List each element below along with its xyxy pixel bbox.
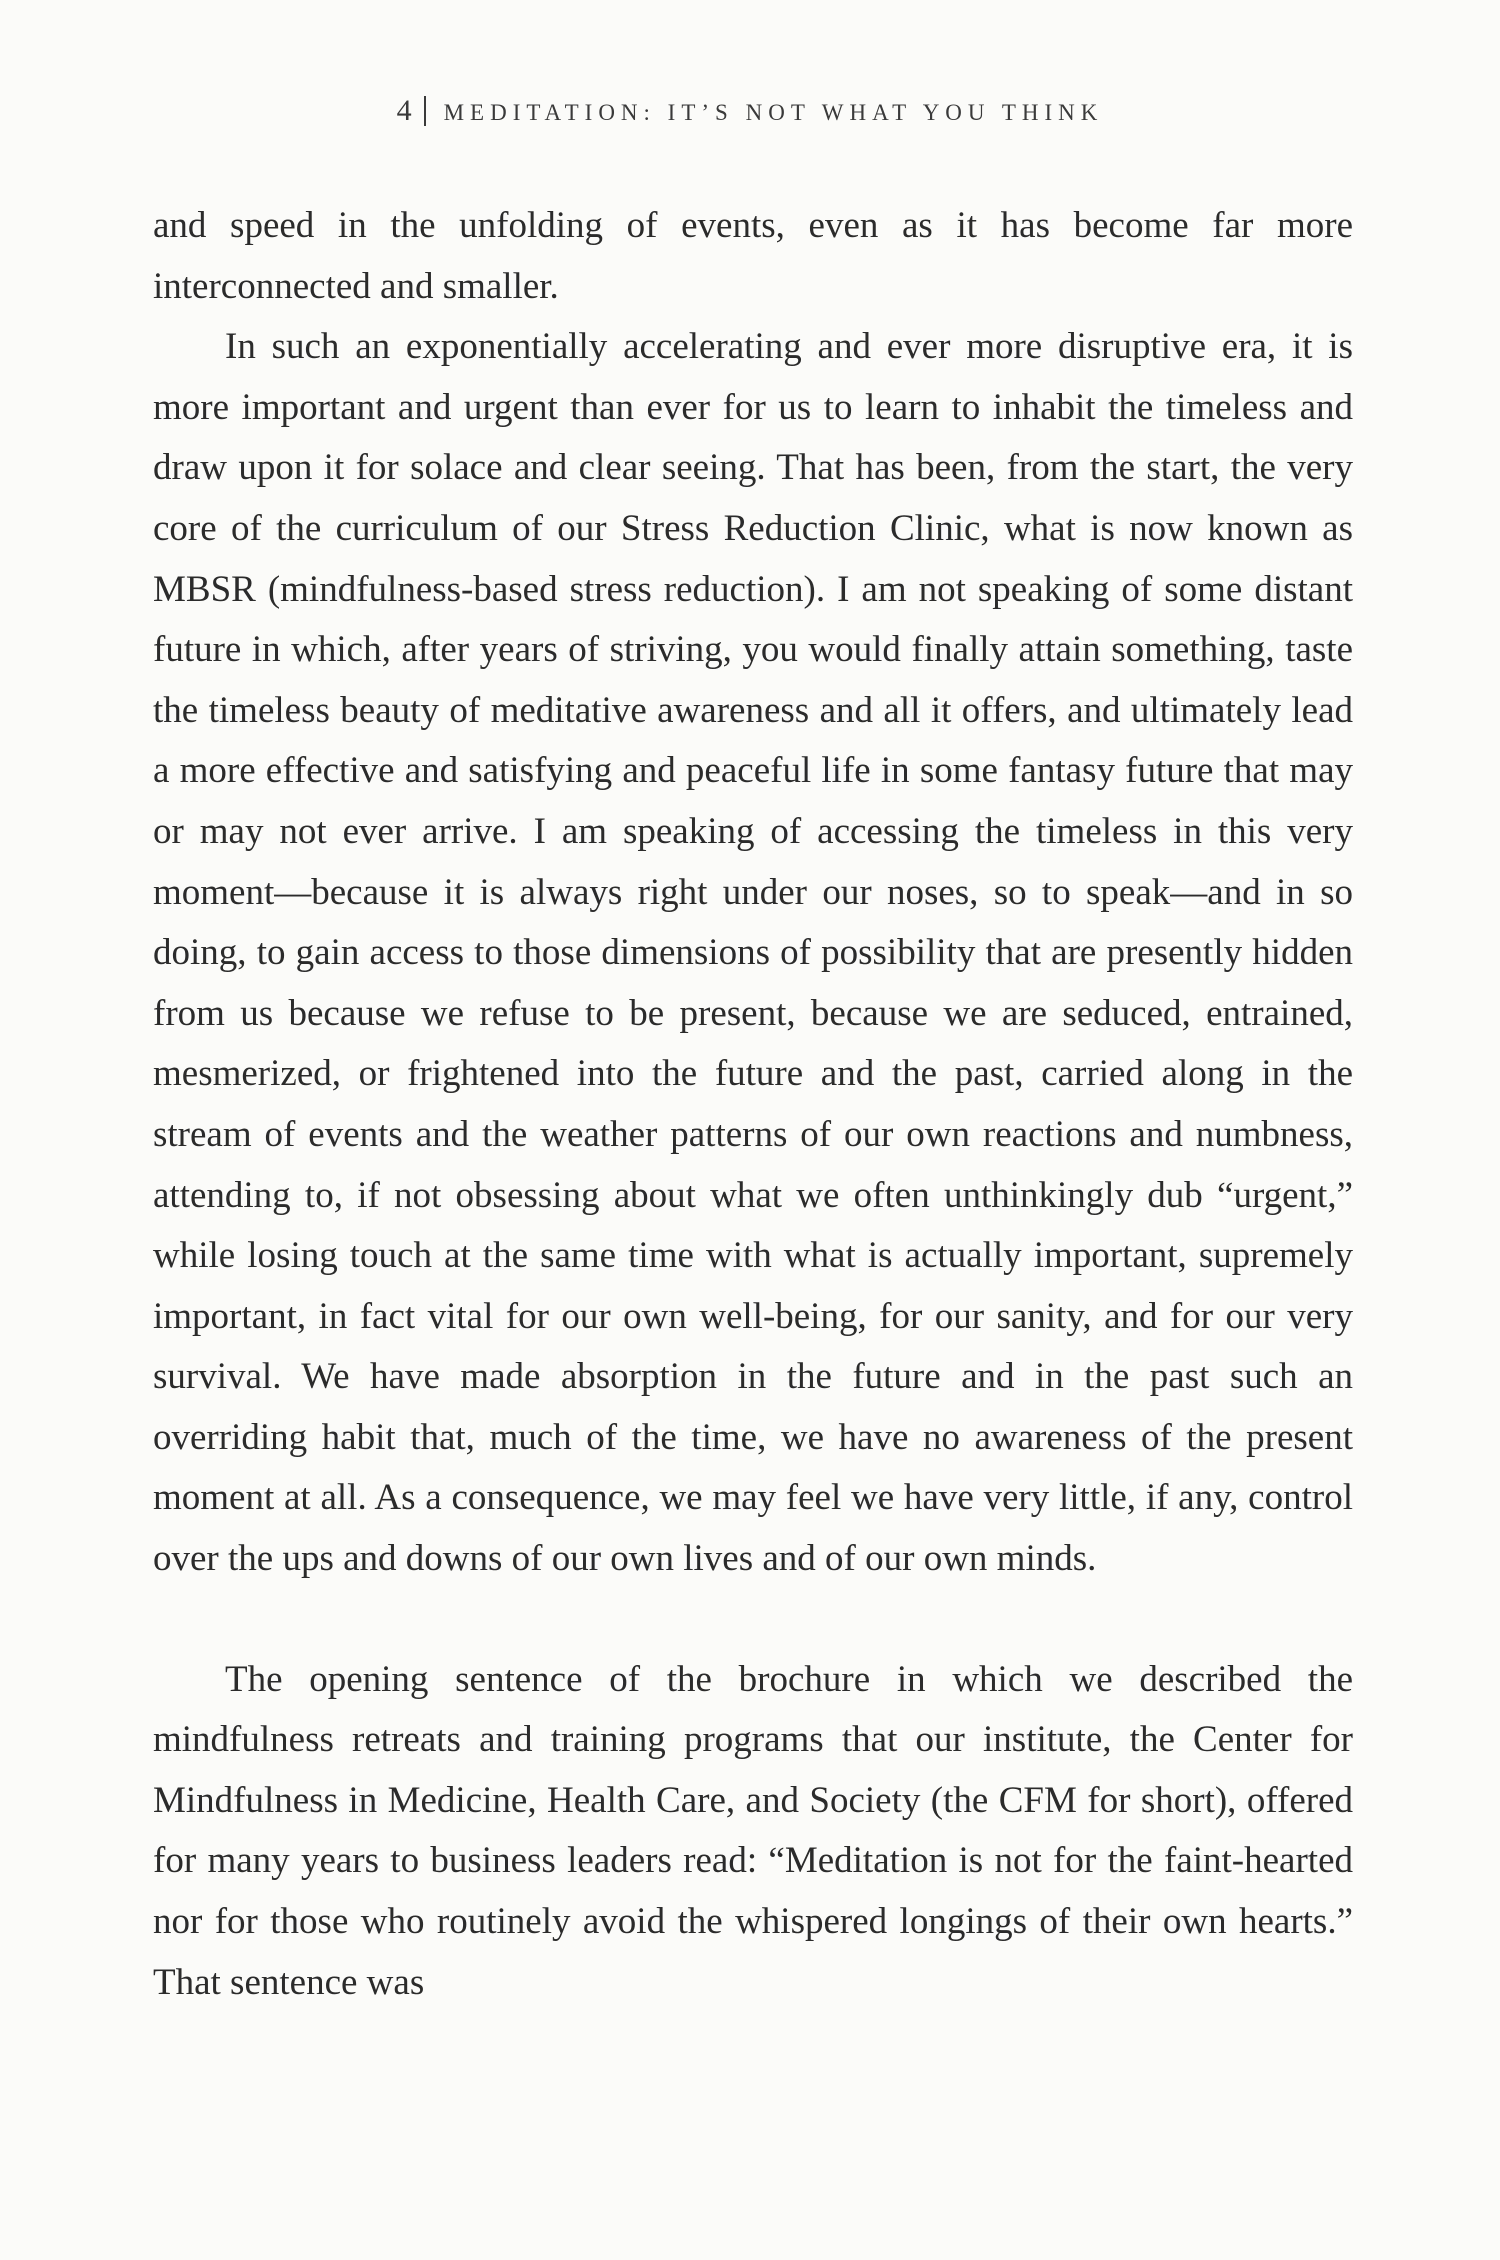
- running-head-title: MEDITATION: IT’S NOT WHAT YOU THINK: [443, 100, 1104, 125]
- header-divider: [424, 96, 426, 126]
- body-text: [153, 196, 1353, 2013]
- page-number: 4: [396, 94, 412, 127]
- paragraph: In such an exponentially accelerating and ever more disruptive era, it is more important and urgent than ever for us to learn to inhabit the timeless and draw upon it for solace and clear seeing. That has been, from the start, the very core of the curriculum of our Stress Reduction Clinic, what is now known as MBSR (mindfulness-based stress reduction). I am not speaking of some distant future in which, after years of striving, you would finally attain something, taste the timeless beauty of meditative awareness and all it offers, and ultimately lead a more effective and satisfying and peaceful life in some fantasy future that may or may not ever arrive. I am speaking of accessing the timeless in this very moment—because it is always right under our noses, so to speak—and in so doing, to gain access to those dimensions of possibility that are presently hidden from us because we refuse to be present, because we are seduced, entrained, mesmerized, or frightened into the future and the past, carried along in the stream of events and the weather patterns of our own reactions and numbness, attending to, if not obsessing about what we often unthinkingly dub “urgent,” while losing touch at the same time with what is actually important, supremely important, in fact vital for our own well-being, for our sanity, and for our very survival. We have made absorption in the future and in the past such an overriding habit that, much of the time, we have no awareness of the present moment at all. As a consequence, we may feel we have very little, if any, control over the ups and downs of our own lives and of our own minds.: [153, 326, 1353, 1580]
- paragraph: The opening sentence of the brochure in which we described the mindfulness retreats and training programs that our institute, the Center for Mindfulness in Medicine, Health Care, and Society (the CFM for short), offered for many years to business leaders read: “Meditation is not for the faint-hearted nor for those who routinely avoid the whispered longings of their own hearts.” That sentence was: [153, 1658, 1353, 2003]
- paragraph-continued: and speed in the unfolding of events, even as it has become far more interconnected and smaller.: [153, 205, 1353, 307]
- running-head: [0, 94, 1500, 128]
